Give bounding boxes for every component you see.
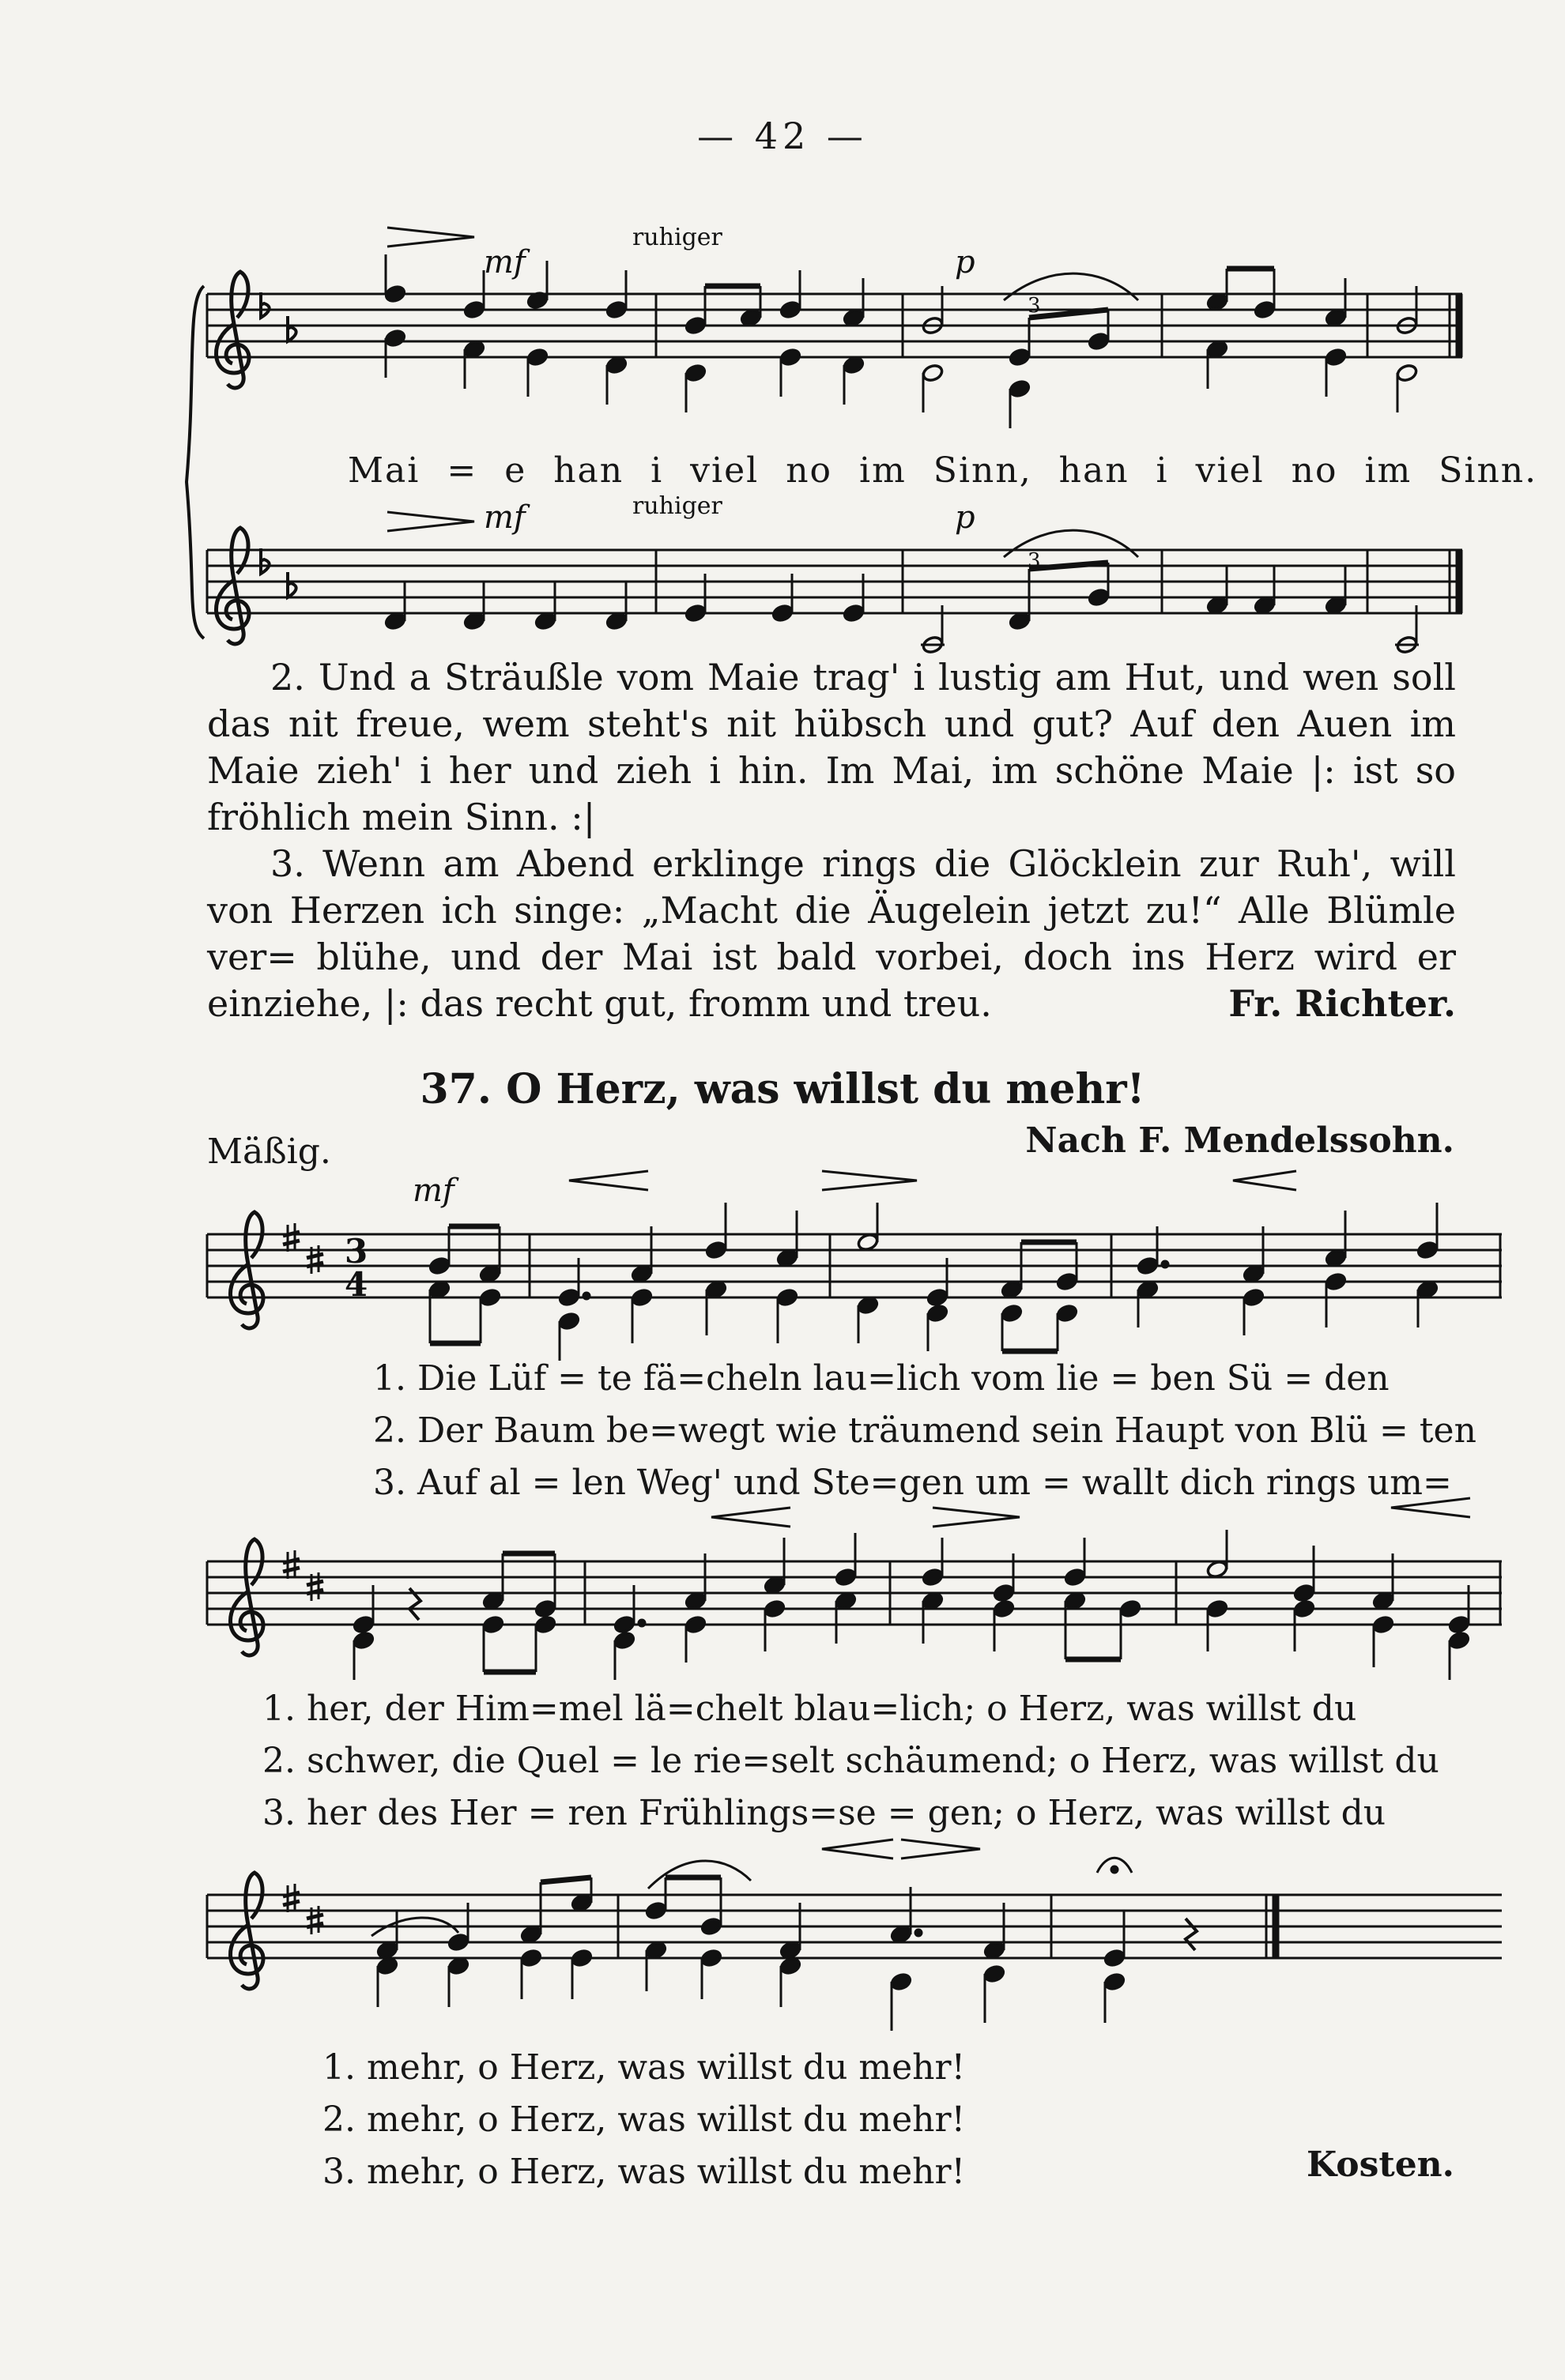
treble-clef-icon [230, 1539, 263, 1655]
song37-signature: Kosten. [1306, 2145, 1454, 2185]
song37-lyrics-system3 [322, 2042, 965, 2198]
treble-clef-icon [230, 1212, 263, 1328]
staff-song37-system3 [207, 1895, 1502, 1958]
lyric-line: 1. her, der Him=mel lä=chelt blau=lich; o Herz, was willst du [262, 1689, 1357, 1729]
hairpin-song36-upper [387, 228, 474, 247]
song37-lyrics-system2 [262, 1683, 1439, 1840]
lyric-line: 2. mehr, o Herz, was willst du mehr! [322, 2099, 966, 2140]
dynamic-mf: mf [413, 1173, 454, 1209]
lyric-line: 3. mehr, o Herz, was willst du mehr! [322, 2152, 966, 2192]
triplet-mark: 3 [1028, 294, 1041, 318]
flat-icon [261, 292, 270, 318]
dynamic-p: p [955, 244, 975, 281]
lyric-line: 2. Der Baum be=wegt wie träumend sein Haupt von Blü = ten [373, 1410, 1476, 1451]
triplet-mark: 3 [1028, 549, 1041, 573]
page-number: — 42 — [697, 115, 868, 157]
tempo-ruhiger: ruhiger [632, 224, 722, 251]
song37-title: 37. O Herz, was willst du mehr! [420, 1065, 1145, 1113]
flat-icon [288, 572, 296, 597]
song36-verse-2: 2. Und a Sträußle vom Maie trag' i lustig am Hut, und wen soll das nit freue, wem steht's nit hübsch und gut? Auf den Auen im Maie zieh' i her und zieh i hin. Im Mai, im schöne Maie |: ist so fröhlich mein Sinn. :| [207, 656, 1456, 838]
brace-song36 [187, 286, 204, 638]
hairpins-song37-system1 [569, 1171, 1296, 1190]
hairpins-song37-system3 [822, 1840, 980, 1858]
flat-icon [261, 548, 270, 574]
song37-composer: Nach F. Mendelssohn. [1025, 1120, 1454, 1161]
treble-clef-icon [216, 528, 249, 644]
lyric-line: 2. schwer, die Quel = le rie=selt schäumend; o Herz, was willst du [262, 1741, 1439, 1781]
song36-verses [207, 654, 1456, 1027]
time-signature-bottom: 4 [345, 1265, 368, 1304]
notes-song37-system2 [353, 1530, 1471, 1680]
dynamic-p: p [955, 499, 975, 536]
treble-clef-icon [230, 1873, 263, 1989]
time-signature-top: 3 [345, 1232, 368, 1271]
song36-author: Fr. Richter. [1228, 982, 1456, 1025]
lyric-line: 3. Auf al = len Weg' und Ste=gen um = wallt dich rings um= [373, 1463, 1452, 1503]
sharp-icon [283, 1550, 300, 1579]
song36-lyric-line: Mai = e han i viel no im Sinn, han i viel no im Sinn. [348, 450, 1538, 491]
lyric-line: 1. Die Lüf = te fä=cheln lau=lich vom lie = ben Sü = den [373, 1358, 1390, 1399]
treble-clef-icon [216, 272, 249, 388]
lyric-line: 3. her des Her = ren Frühlings=se = gen; o Herz, was willst du [262, 1793, 1386, 1833]
staff-song37-system1 [207, 1234, 1502, 1297]
song36-verse-3: 3. Wenn am Abend erklinge rings die Glöcklein zur Ruh', will von Herzen ich singe: „Macht die Äugelein jetzt zu!“ Alle Blümle ver= blühe, und der Mai ist bald vorbei, doch ins Herz wird er einziehe, |: das recht gut, fromm und treu. [207, 842, 1456, 1025]
song37-tempo: Mäßig. [207, 1132, 331, 1172]
dynamic-mf: mf [484, 244, 526, 281]
hairpin-song36-lower [387, 512, 474, 531]
lyric-line: 1. mehr, o Herz, was willst du mehr! [322, 2047, 966, 2088]
flat-icon [288, 316, 296, 341]
tempo-ruhiger: ruhiger [632, 492, 722, 520]
sharp-icon [283, 1884, 300, 1912]
notes-song37-system3 [371, 1858, 1197, 2031]
sharp-icon [283, 1223, 300, 1252]
dynamic-mf: mf [484, 499, 526, 536]
song37-lyrics-system1 [373, 1353, 1476, 1509]
